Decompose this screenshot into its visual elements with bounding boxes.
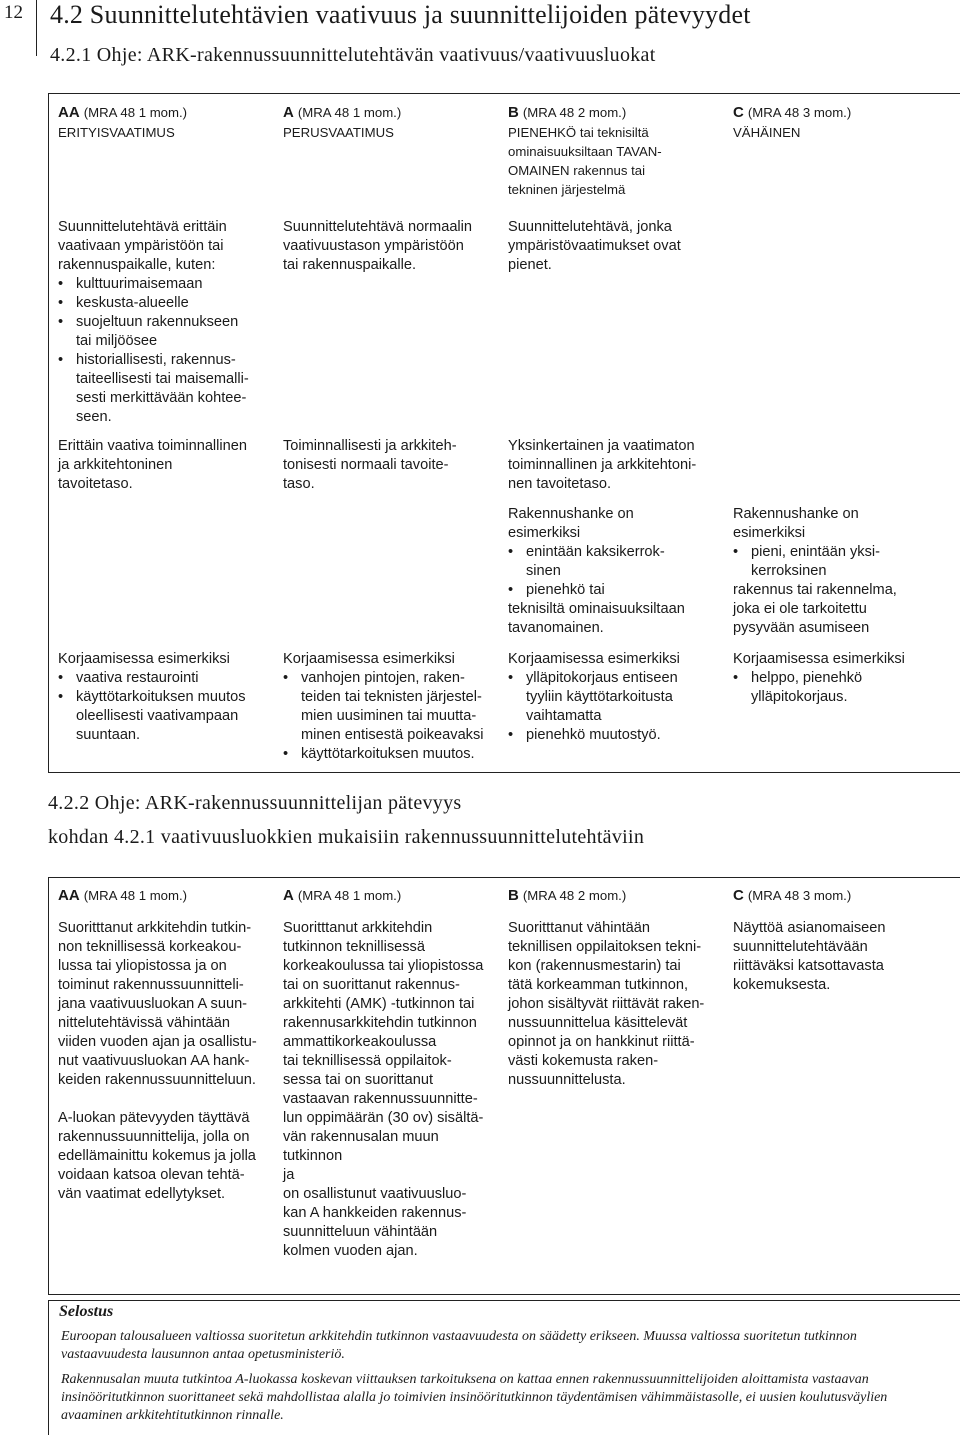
bullet-text: • historiallisesti, rakennus- xyxy=(76,352,236,368)
class-name: ominaisuuksiltaan TAVAN- xyxy=(508,144,662,159)
cell-text: suunnitteluun vähintään xyxy=(283,1224,438,1240)
bullet-text: oleellisesti vaativampaan xyxy=(76,708,239,724)
bullet-text: • helppo, pienehkö xyxy=(751,670,863,686)
repair-cell xyxy=(508,650,726,745)
bullet-text: tyyliin käyttötarkoitusta xyxy=(526,689,673,705)
environment-cell xyxy=(58,218,276,427)
class-label xyxy=(58,103,276,123)
class-name: VÄHÄINEN xyxy=(733,125,801,140)
bullet-text: • suojeltuun rakennukseen xyxy=(76,314,239,330)
column-header xyxy=(58,886,276,906)
cell-text: Korjaamisessa esimerkiksi xyxy=(58,651,230,667)
bullet-list xyxy=(58,275,276,427)
class-label xyxy=(508,103,726,123)
cell-text: teknillisen oppilaitoksen tekni- xyxy=(508,939,702,955)
cell-text: rakennusarkkitehdin tutkinnon xyxy=(283,1015,477,1031)
class-name: OMAINEN rakennus tai xyxy=(508,163,646,178)
cell-text: ja xyxy=(283,1167,295,1183)
cell-text: esimerkiksi xyxy=(508,525,581,541)
class-name: ERITYISVAATIMUS xyxy=(58,125,175,140)
cell-text: nussuunnittelua käsittelevät xyxy=(508,1015,688,1031)
cell-text: korkeakoulussa tai yliopistossa xyxy=(283,958,484,974)
bullet-text: sinen xyxy=(526,563,561,579)
bullet-text: suuntaan. xyxy=(76,727,141,743)
goal-cell xyxy=(283,437,501,494)
cell-text: Yksinkertainen ja vaatimaton xyxy=(508,438,695,454)
cell-text: Suunnittelutehtävä erittäin xyxy=(58,219,227,235)
cell-text: nut vaativuusluokan AA hank- xyxy=(58,1053,250,1069)
cell-text: keiden rakennussuunnitteluun. xyxy=(58,1072,256,1088)
cell-text: Suoritttanut arkkitehdin xyxy=(283,920,433,936)
qualification-cell xyxy=(283,919,501,1261)
column-header xyxy=(508,886,726,906)
class-reference: (MRA 48 2 mom.) xyxy=(522,105,627,120)
cell-text: nen tavoitetaso. xyxy=(508,476,612,492)
bullet-text: • käyttötarkoituksen muutos xyxy=(76,689,246,705)
cell-text: Näyttöä asianomaiseen xyxy=(733,920,886,936)
bullet-list xyxy=(508,669,726,745)
margin-rule xyxy=(36,0,37,56)
cell-text: kan A hankkeiden rakennus- xyxy=(283,1205,467,1221)
class-name: PIENEHKÖ tai teknisiltä xyxy=(508,125,649,140)
environment-cell xyxy=(508,218,726,275)
cell-text: lussa tai yliopistossa ja on xyxy=(58,958,227,974)
cell-text: jana vaativuusluokan A suun- xyxy=(58,996,248,1012)
example-cell xyxy=(733,505,951,638)
bullet-text: sesti merkittävään kohtee- xyxy=(76,390,247,406)
cell-text: Korjaamisessa esimerkiksi xyxy=(508,651,680,667)
cell-text: arkkitehti (AMK) -tutkinnon tai xyxy=(283,996,475,1012)
repair-cell xyxy=(733,650,951,707)
bullet-item xyxy=(508,581,726,600)
bullet-text: kerroksinen xyxy=(751,563,827,579)
explanation-paragraph: Euroopan talousalueen valtiossa suoritetun arkkitehdin tutkinnon vastaavuudesta on säädetty erikseen. Muussa valtiossa suoritetun tutkinnon vastaavuudesta lausunnon antaa opetusministeriö. xyxy=(61,1329,857,1362)
bullet-text: teiden tai teknisten järjestel- xyxy=(301,689,482,705)
bullet-list xyxy=(58,669,276,745)
cell-text: voidaan katsoa olevan tehtä- xyxy=(58,1167,245,1183)
class-code: B xyxy=(508,104,519,121)
qualification-cell xyxy=(733,919,951,995)
explanation-paragraph: Rakennusalan muuta tutkintoa A-luokassa koskevan viittauksen tarkoituksena on kattaa ennen rakennussuunnittelijoiden aloittamista vastaavan insinööritutkinnon suorittaneet sekä mahdollistaa alalla jo toimivien insinööritutkinnon täydentämisen vähimmäistasolle, ei uusien koulutusväylien avaaminen arkkitehtitutkinnon rinnalle. xyxy=(61,1372,888,1423)
bullet-text: • kulttuurimaisemaan xyxy=(76,276,203,292)
cell-text: Suunnittelutehtävä normaalin xyxy=(283,219,473,235)
cell-text: tätä korkeamman tutkinnon, xyxy=(508,977,689,993)
section2-heading-line1: 4.2.2 Ohje: ARK-rakennussuunnittelijan pätevyys xyxy=(48,792,462,814)
bullet-text: tai miljöösee xyxy=(76,333,158,349)
column-header xyxy=(283,886,501,906)
cell-text: Rakennushanke on xyxy=(733,506,859,522)
cell-text: vastaavan rakennussuunnitte- xyxy=(283,1091,478,1107)
cell-text: rakennuspaikalle, kuten: xyxy=(58,257,216,273)
class-code: AA xyxy=(58,104,80,121)
page-number: 12 xyxy=(4,2,23,23)
bullet-item xyxy=(733,543,951,581)
class-reference: (MRA 48 1 mom.) xyxy=(83,888,188,903)
cell-text: Erittäin vaativa toiminnallinen xyxy=(58,438,248,454)
column-header xyxy=(733,103,951,142)
goal-cell xyxy=(58,437,276,494)
cell-text: toiminnallinen ja arkkitehtoni- xyxy=(508,457,697,473)
bullet-text: mien uusiminen tai muutta- xyxy=(301,708,477,724)
class-code: B xyxy=(508,887,519,904)
cell-text: tavanomainen. xyxy=(508,620,604,636)
cell-text: ja arkkitehtoninen xyxy=(58,457,173,473)
bullet-list xyxy=(508,543,726,600)
bullet-text: • vanhojen pintojen, raken- xyxy=(301,670,465,686)
bullet-text: taiteellisesti tai maisemalli- xyxy=(76,371,249,387)
qualification-cell xyxy=(508,919,726,1090)
cell-text: non teknillisessä korkeakou- xyxy=(58,939,242,955)
class-label xyxy=(733,103,951,123)
qualification-cell xyxy=(58,919,276,1204)
cell-text: toiminut rakennussuunnitteli- xyxy=(58,977,244,993)
class-name: tekninen järjestelmä xyxy=(508,182,626,197)
class-reference: (MRA 48 1 mom.) xyxy=(297,888,402,903)
cell-text: kon (rakennusmestarin) tai xyxy=(508,958,681,974)
example-cell xyxy=(508,505,726,638)
cell-text: vaativaan ympäristöön tai xyxy=(58,238,224,254)
cell-text: rakennussuunnittelija, jolla on xyxy=(58,1129,250,1145)
bullet-text: • käyttötarkoituksen muutos. xyxy=(301,746,475,762)
bullet-text: • keskusta-alueelle xyxy=(76,295,189,311)
cell-text: vaativuustason ympäristöön xyxy=(283,238,464,254)
bullet-text: • pienehkö tai xyxy=(526,582,605,598)
cell-text: Toiminnallisesti ja arkkiteh- xyxy=(283,438,457,454)
column-header xyxy=(58,103,276,142)
bullet-text: • enintään kaksikerrok- xyxy=(526,544,665,560)
column-header xyxy=(283,103,501,142)
cell-text: vän vaatimat edellytykset. xyxy=(58,1186,226,1202)
paragraph-gap xyxy=(58,1090,276,1109)
class-code: A xyxy=(283,887,294,904)
cell-text: Suunnittelutehtävä, jonka xyxy=(508,219,672,235)
cell-text: tai teknillisessä oppilaitok- xyxy=(283,1053,452,1069)
cell-text: tutkinnon teknillisessä xyxy=(283,939,425,955)
explanation-title: Selostus xyxy=(59,1303,114,1320)
cell-text: rakennus tai rakennelma, xyxy=(733,582,897,598)
explanation-box xyxy=(48,1300,960,1435)
bullet-item xyxy=(58,351,276,427)
cell-text: viiden vuoden ajan ja osallistu- xyxy=(58,1034,257,1050)
repair-cell xyxy=(58,650,276,745)
class-reference: (MRA 48 2 mom.) xyxy=(522,888,627,903)
bullet-list xyxy=(733,669,951,707)
bullet-item xyxy=(58,294,276,313)
cell-text: västi kokemusta raken- xyxy=(508,1053,659,1069)
cell-text: tai on suorittanut rakennus- xyxy=(283,977,460,993)
cell-text: sessa tai on suorittanut xyxy=(283,1072,434,1088)
bullet-item xyxy=(58,275,276,294)
cell-text: esimerkiksi xyxy=(733,525,806,541)
class-code: C xyxy=(733,104,744,121)
bullet-item xyxy=(283,745,501,764)
cell-text: nussuunnittelusta. xyxy=(508,1072,626,1088)
cell-text: riittäväksi katsottavasta xyxy=(733,958,884,974)
cell-text: Suoritttanut vähintään xyxy=(508,920,650,936)
section-heading: 4.2 Suunnittelutehtävien vaativuus ja suunnittelijoiden pätevyydet xyxy=(50,0,751,29)
bullet-text: • vaativa restaurointi xyxy=(76,670,199,686)
cell-text: A-luokan pätevyyden täyttävä xyxy=(58,1110,250,1126)
cell-text: taso. xyxy=(283,476,315,492)
cell-text: Suoritttanut arkkitehdin tutkin- xyxy=(58,920,252,936)
bullet-text: • pienehkö muutostyö. xyxy=(526,727,661,743)
class-label xyxy=(283,103,501,123)
repair-cell xyxy=(283,650,501,764)
bullet-text: seen. xyxy=(76,409,112,425)
cell-text: joka ei ole tarkoitettu xyxy=(733,601,867,617)
bullet-list xyxy=(733,543,951,581)
bullet-item xyxy=(508,543,726,581)
bullet-item xyxy=(58,313,276,351)
bullet-item xyxy=(58,688,276,745)
class-reference: (MRA 48 3 mom.) xyxy=(747,105,852,120)
cell-text: vän rakennusalan muun xyxy=(283,1129,439,1145)
column-header xyxy=(508,103,726,199)
bullet-item xyxy=(58,669,276,688)
bullet-item xyxy=(508,726,726,745)
bullet-item xyxy=(283,669,501,745)
bullet-item xyxy=(508,669,726,726)
cell-text: ammattikorkeakoulussa xyxy=(283,1034,437,1050)
class-code: A xyxy=(283,104,294,121)
cell-text: suunnittelutehtävään xyxy=(733,939,868,955)
class-code: C xyxy=(733,887,744,904)
cell-text: tutkinnon xyxy=(283,1148,343,1164)
cell-text: pysyvään asumiseen xyxy=(733,620,870,636)
bullet-text: ylläpitokorjaus. xyxy=(751,689,848,705)
cell-text: on osallistunut vaativuusluo- xyxy=(283,1186,467,1202)
cell-text: edellämainittu kokemus ja jolla xyxy=(58,1148,256,1164)
section2-heading-line2: kohdan 4.2.1 vaativuusluokkien mukaisiin rakennussuunnittelutehtäviin xyxy=(48,826,645,848)
bullet-text: • pieni, enintään yksi- xyxy=(751,544,880,560)
cell-text: pienet. xyxy=(508,257,552,273)
goal-cell xyxy=(508,437,726,494)
bullet-text: minen entisestä poikeavaksi xyxy=(301,727,484,743)
cell-text: johon sisältyvät riittävät raken- xyxy=(508,996,705,1012)
bullet-text: • ylläpitokorjaus entiseen xyxy=(526,670,678,686)
cell-text: teknisiltä ominaisuuksiltaan xyxy=(508,601,685,617)
cell-text: kolmen vuoden ajan. xyxy=(283,1243,418,1259)
bullet-text: vaihtamatta xyxy=(526,708,602,724)
class-name: PERUSVAATIMUS xyxy=(283,125,394,140)
class-reference: (MRA 48 3 mom.) xyxy=(747,888,852,903)
class-reference: (MRA 48 1 mom.) xyxy=(83,105,188,120)
bullet-list xyxy=(283,669,501,764)
class-reference: (MRA 48 1 mom.) xyxy=(297,105,402,120)
cell-text: ympäristövaatimukset ovat xyxy=(508,238,681,254)
cell-text: Rakennushanke on xyxy=(508,506,634,522)
cell-text: tavoitetaso. xyxy=(58,476,133,492)
subsection-heading: 4.2.1 Ohje: ARK-rakennussuunnittelutehtävän vaativuus/vaativuusluokat xyxy=(50,44,656,66)
environment-cell xyxy=(283,218,501,275)
cell-text: kokemuksesta. xyxy=(733,977,831,993)
cell-text: Korjaamisessa esimerkiksi xyxy=(733,651,905,667)
bullet-item xyxy=(733,669,951,707)
cell-text: Korjaamisessa esimerkiksi xyxy=(283,651,455,667)
cell-text: opinnot ja on hankkinut riittä- xyxy=(508,1034,695,1050)
class-code: AA xyxy=(58,887,80,904)
column-header xyxy=(733,886,951,906)
cell-text: tai rakennuspaikalle. xyxy=(283,257,417,273)
cell-text: tonisesti normaali tavoite- xyxy=(283,457,449,473)
cell-text: lun oppimäärän (30 ov) sisältä- xyxy=(283,1110,484,1126)
cell-text: nittelutehtävissä vähintään xyxy=(58,1015,230,1031)
